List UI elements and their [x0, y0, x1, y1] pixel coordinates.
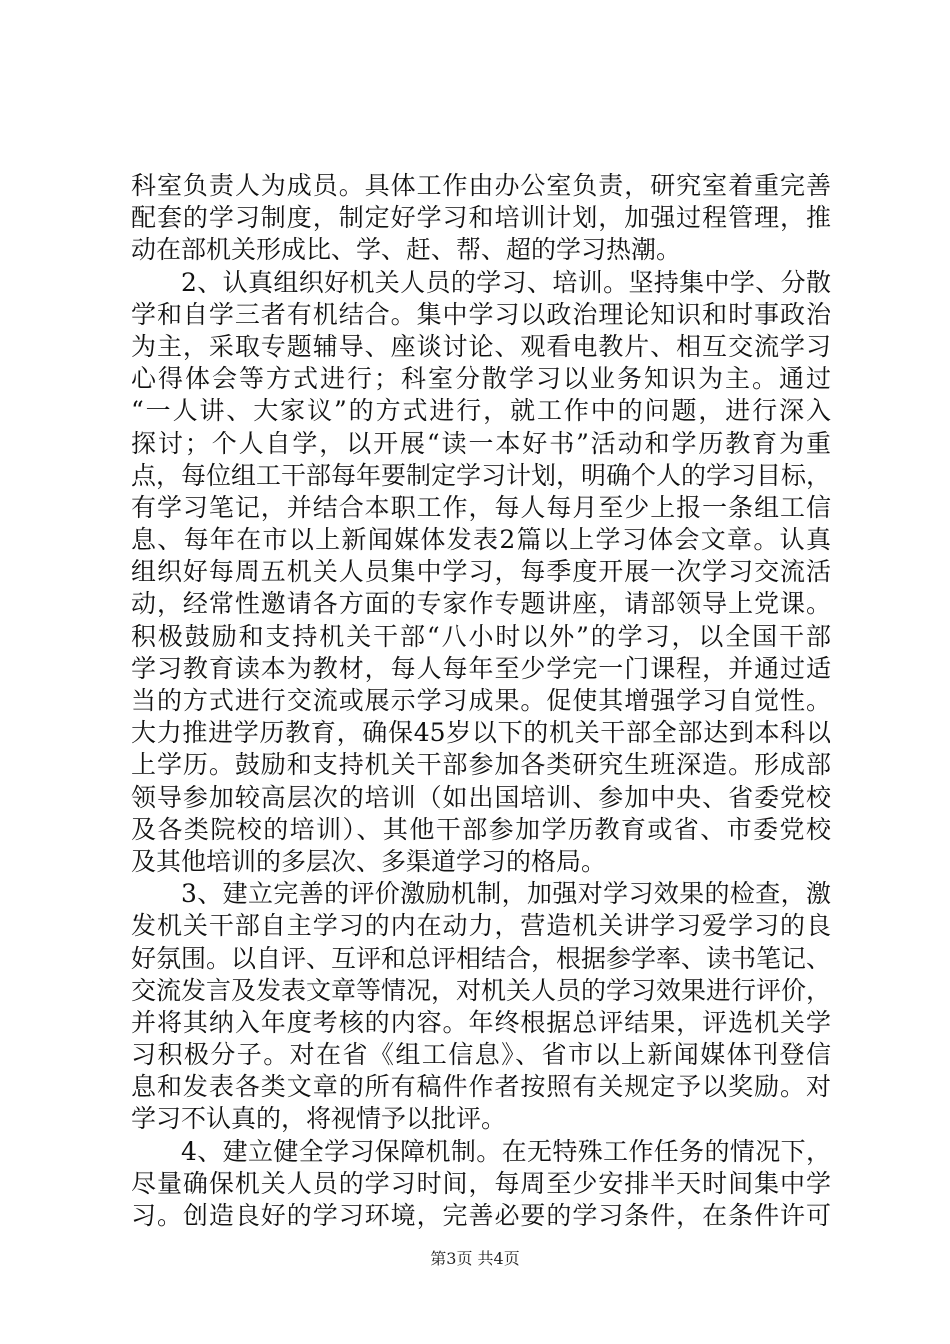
text-line: 习。创造良好的学习环境，完善必要的学习条件，在条件许可	[131, 1201, 831, 1230]
text-line: 发机关干部自主学习的内在动力，营造机关讲学习爱学习的良	[131, 911, 831, 941]
text-line: 领导参加较高层次的培训（如出国培训、参加中央、省委党校	[131, 782, 831, 812]
text-line: 学习教育读本为教材，每人每年至少学完一门课程，并通过适	[131, 653, 831, 683]
text-line: 为主，采取专题辅导、座谈讨论、观看电教片、相互交流学习	[131, 331, 831, 361]
text-line: 上学历。鼓励和支持机关干部参加各类研究生班深造。形成部	[131, 750, 831, 780]
document-body	[131, 170, 831, 1232]
text-line: 组织好每周五机关人员集中学习，每季度开展一次学习交流活	[131, 557, 831, 587]
page-number-footer: 第3页 共4页	[430, 1249, 520, 1268]
text-line: 并将其纳入年度考核的内容。年终根据总评结果，评选机关学	[131, 1007, 831, 1037]
text-line: 息和发表各类文章的所有稿件作者按照有关规定予以奖励。对	[131, 1072, 831, 1102]
text-line: 大力推进学历教育，确保45岁以下的机关干部全部达到本科以	[131, 718, 831, 748]
text-line: 有学习笔记，并结合本职工作，每人每月至少上报一条组工信	[131, 492, 831, 522]
text-line: “一人讲、大家议”的方式进行，就工作中的问题，进行深入	[131, 396, 831, 426]
text-line: 探讨；个人自学，以开展“读一本好书”活动和学历教育为重	[131, 428, 831, 458]
text-line: 交流发言及发表文章等情况，对机关人员的学习效果进行评价，	[131, 975, 831, 1005]
text-line: 心得体会等方式进行；科室分散学习以业务知识为主。通过	[131, 364, 831, 394]
text-line: 当的方式进行交流或展示学习成果。促使其增强学习自觉性。	[131, 686, 831, 715]
text-line: 尽量确保机关人员的学习时间，每周至少安排半天时间集中学	[131, 1168, 831, 1198]
text-line: 点，每位组工干部每年要制定学习计划，明确个人的学习目标，	[131, 460, 831, 490]
text-line: 习积极分子。对在省《组工信息》、省市以上新闻媒体刊登信	[131, 1040, 831, 1070]
text-line: 2、认真组织好机关人员的学习、培训。坚持集中学、分散	[181, 267, 831, 297]
text-line: 学习不认真的，将视情予以批评。	[131, 1104, 507, 1134]
text-line: 及其他培训的多层次、多渠道学习的格局。	[131, 846, 607, 876]
text-line: 动在部机关形成比、学、赶、帮、超的学习热潮。	[131, 235, 682, 265]
text-line: 3、建立完善的评价激励机制，加强对学习效果的检查，激	[181, 879, 831, 909]
text-line: 学和自学三者有机结合。集中学习以政治理论知识和时事政治	[131, 299, 831, 329]
text-line: 息、每年在市以上新闻媒体发表2篇以上学习体会文章。认真	[131, 525, 831, 555]
text-line: 积极鼓励和支持机关干部“八小时以外”的学习，以全国干部	[131, 621, 831, 651]
text-line: 及各类院校的培训）、其他干部参加学历教育或省、市委党校	[131, 814, 831, 844]
text-line: 动，经常性邀请各方面的专家作专题讲座，请部领导上党课。	[131, 589, 831, 619]
text-line: 科室负责人为成员。具体工作由办公室负责，研究室着重完善	[131, 171, 831, 200]
text-line: 好氛围。以自评、互评和总评相结合，根据参学率、读书笔记、	[131, 943, 831, 973]
text-line: 配套的学习制度，制定好学习和培训计划，加强过程管理，推	[131, 203, 831, 233]
text-line: 4、建立健全学习保障机制。在无特殊工作任务的情况下，	[181, 1136, 831, 1166]
